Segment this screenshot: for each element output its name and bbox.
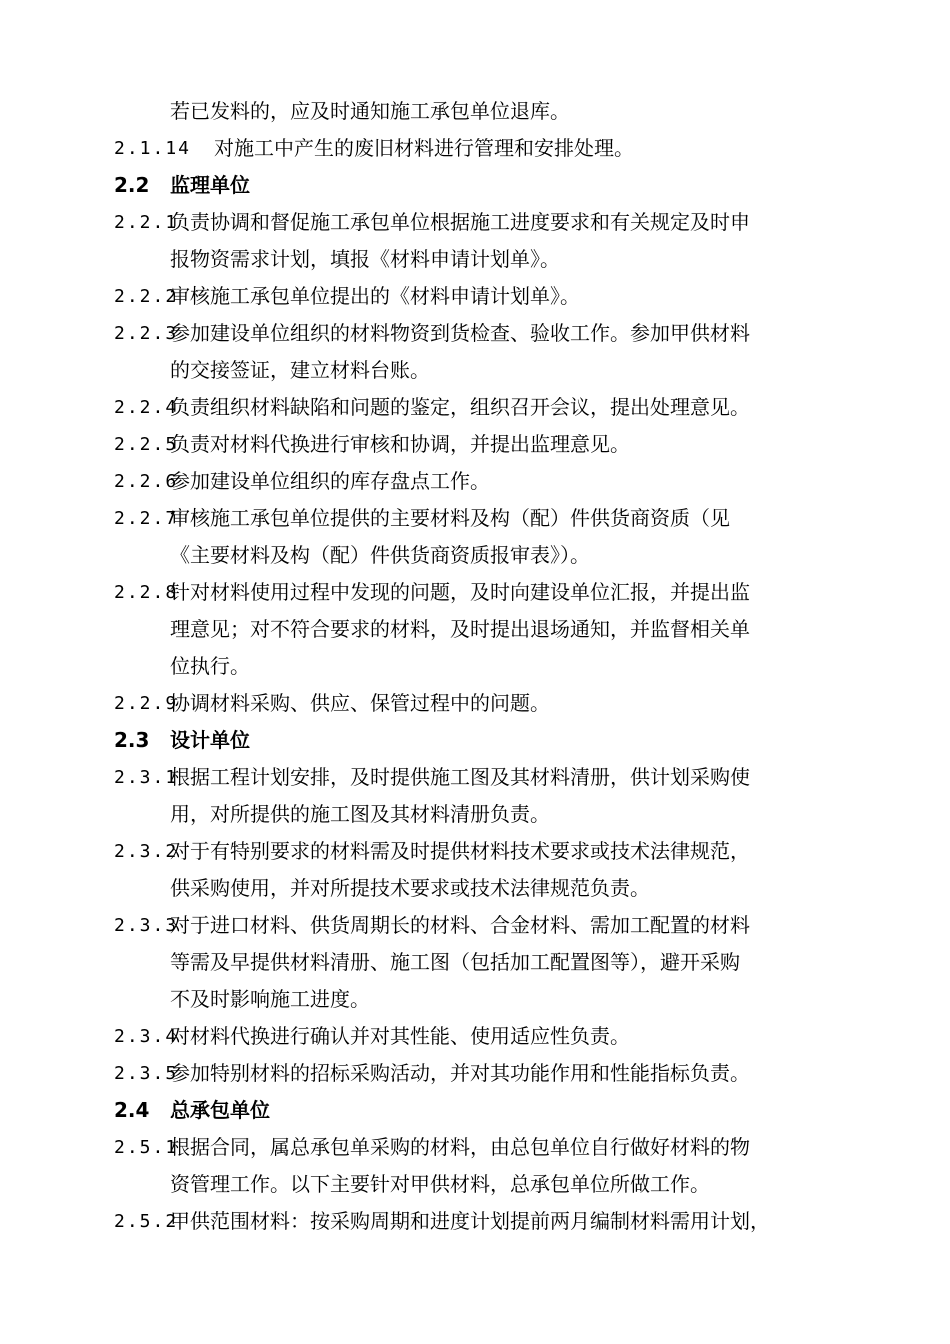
section-number: 2.2 — [114, 173, 150, 197]
paragraph-text: 的交接签证，建立材料台账。 — [170, 358, 430, 382]
section-title: 监理单位 — [170, 173, 250, 197]
clause-number: 2.2.3 — [114, 323, 179, 344]
paragraph-text: 负责对材料代换进行审核和协调，并提出监理意见。 — [170, 432, 630, 456]
clause-number: 2.3.1 — [114, 767, 179, 788]
paragraph-text: 等需及早提供材料清册、施工图（包括加工配置图等），避开采购 — [170, 950, 740, 974]
paragraph-text: 报物资需求计划，填报《材料申请计划单》。 — [170, 247, 560, 271]
clause-number: 2.2.8 — [114, 582, 179, 603]
section-title: 设计单位 — [170, 728, 250, 752]
paragraph-text: 参加特别材料的招标采购活动，并对其功能作用和性能指标负责。 — [170, 1061, 750, 1085]
section-number: 2.3 — [114, 728, 150, 752]
paragraph-text: 资管理工作。以下主要针对甲供材料，总承包单位所做工作。 — [170, 1172, 710, 1196]
clause-number: 2.3.4 — [114, 1026, 179, 1047]
paragraph-text: 用，对所提供的施工图及其材料清册负责。 — [170, 802, 550, 826]
section-number: 2.4 — [114, 1098, 150, 1122]
paragraph-text: 甲供范围材料：按采购周期和进度计划提前两月编制材料需用计划， — [170, 1209, 770, 1233]
section-title: 总承包单位 — [170, 1098, 270, 1122]
clause-number: 2.2.4 — [114, 397, 179, 418]
clause-number: 2.2.5 — [114, 434, 179, 455]
paragraph-text: 对于进口材料、供货周期长的材料、合金材料、需加工配置的材料 — [170, 913, 750, 937]
paragraph-text: 审核施工承包单位提出的《材料申请计划单》。 — [170, 284, 580, 308]
paragraph-text: 理意见；对不符合要求的材料，及时提出退场通知，并监督相关单 — [170, 617, 750, 641]
clause-number: 2.2.7 — [114, 508, 179, 529]
paragraph-text: 对于有特别要求的材料需及时提供材料技术要求或技术法律规范， — [170, 839, 750, 863]
clause-number: 2.3.3 — [114, 915, 179, 936]
clause-number: 2.3.5 — [114, 1063, 179, 1084]
clause-number: 2.2.9 — [114, 693, 179, 714]
paragraph-text: 若已发料的，应及时通知施工承包单位退库。 — [170, 99, 570, 123]
clause-number: 2.2.6 — [114, 471, 179, 492]
clause-number: 2.5.2 — [114, 1211, 179, 1232]
paragraph-text: 对材料代换进行确认并对其性能、使用适应性负责。 — [170, 1024, 630, 1048]
paragraph-text: 《主要材料及构（配）件供货商资质报审表》）。 — [170, 543, 590, 567]
clause-number: 2.5.1 — [114, 1137, 179, 1158]
paragraph-text: 负责协调和督促施工承包单位根据施工进度要求和有关规定及时申 — [170, 210, 750, 234]
paragraph-text: 不及时影响施工进度。 — [170, 987, 370, 1011]
clause-number: 2.2.1 — [114, 212, 179, 233]
paragraph-text: 针对材料使用过程中发现的问题，及时向建设单位汇报，并提出监 — [170, 580, 750, 604]
paragraph-text: 协调材料采购、供应、保管过程中的问题。 — [170, 691, 550, 715]
paragraph-text: 参加建设单位组织的材料物资到货检查、验收工作。参加甲供材料 — [170, 321, 750, 345]
paragraph-text: 审核施工承包单位提供的主要材料及构（配）件供货商资质（见 — [170, 506, 730, 530]
clause-number: 2.3.2 — [114, 841, 179, 862]
paragraph-text: 供采购使用，并对所提技术要求或技术法律规范负责。 — [170, 876, 650, 900]
clause-number: 2.2.2 — [114, 286, 179, 307]
paragraph-text: 根据工程计划安排，及时提供施工图及其材料清册，供计划采购使 — [170, 765, 750, 789]
clause-number: 2.1.14 — [114, 138, 192, 159]
paragraph-text: 位执行。 — [170, 654, 250, 678]
paragraph-text: 负责组织材料缺陷和问题的鉴定，组织召开会议，提出处理意见。 — [170, 395, 750, 419]
paragraph-text: 根据合同，属总承包单采购的材料，由总包单位自行做好材料的物 — [170, 1135, 750, 1159]
paragraph-text: 参加建设单位组织的库存盘点工作。 — [170, 469, 490, 493]
paragraph-text: 对施工中产生的废旧材料进行管理和安排处理。 — [214, 136, 634, 160]
